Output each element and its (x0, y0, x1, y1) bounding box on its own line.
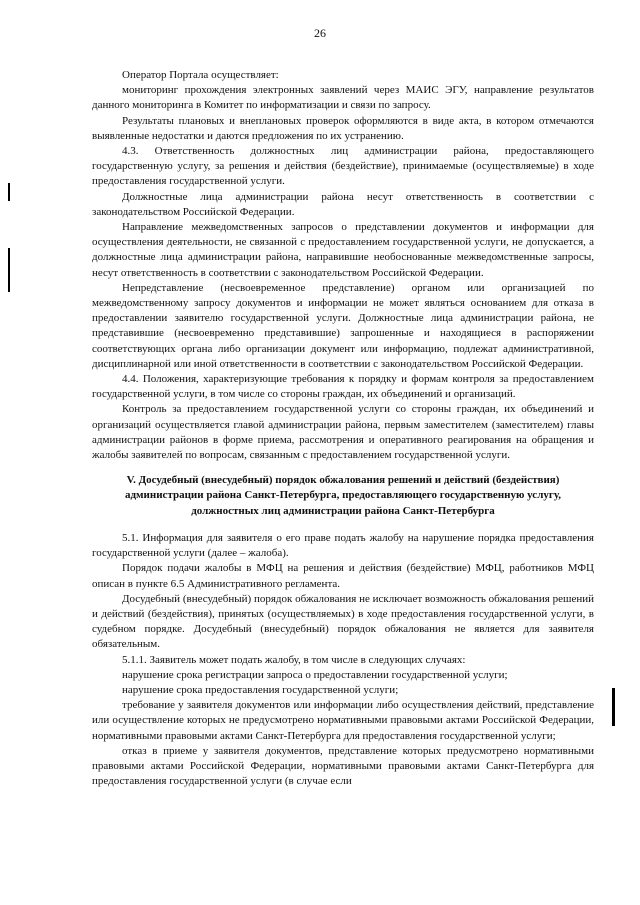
margin-mark-middle (8, 248, 10, 292)
paragraph: требование у заявителя документов или информации либо осуществления действий, представление или осуществление которых не предусмотрено нормативными правовыми актами Российской Федерации, нормативными правовыми актами Санкт-Петербурга для предоставления государственной услуги; (92, 699, 594, 742)
paragraph: мониторинг прохождения электронных заявлений через МАИС ЭГУ, направление результатов данного мониторинга в Комитет по информатизации и связи по запросу. (92, 84, 594, 112)
page-number: 26 (314, 26, 326, 40)
paragraph: Должностные лица администрации района несут ответственность в соответствии с законодательством Российской Федерации. (92, 190, 594, 218)
section-5-text (92, 531, 594, 789)
paragraph: нарушение срока предоставления государственной услуги; (122, 683, 399, 696)
paragraph: Оператор Портала осуществляет: (122, 69, 279, 81)
margin-mark-bottom (612, 688, 615, 726)
paragraph: нарушение срока регистрации запроса о предоставлении государственной услуги; (122, 668, 508, 681)
section-4-text (92, 68, 594, 463)
paragraph: Непредставление (несвоевременное представление) органом или организацией по межведомственному запросу документов и информации не может являться основанием для отказа в предоставлении заявителю государственной услуги. Должностные лица администрации района, не представившие (несвоевременно представившие) запрошенные и находящиеся в распоряжении соответствующих органа либо организации документ или информацию, подлежат административной, дисциплинарной или иной ответственности в соответствии с законодательством Российской Федерации. (92, 281, 594, 370)
document-body (92, 68, 594, 789)
paragraph: Порядок подачи жалобы в МФЦ на решения и действия (бездействие) МФЦ, работников МФЦ описан в пункте 6.5 Административного регламента. (92, 562, 594, 590)
section-v-heading: V. Досудебный (внесудебный) порядок обжалования решений и действий (бездействия) администрации района Санкт-Петербурга, предоставляющего государственную услугу, должностных лиц администрации района Санкт-Петербурга (124, 474, 562, 517)
margin-mark-top (8, 183, 10, 201)
paragraph: Досудебный (внесудебный) порядок обжалования не исключает возможность обжалования решений и действий (бездействия), принятых (осуществляемых) в ходе предоставления государственной услуги, в судебном порядке. Досудебный (внесудебный) порядок обжалования не является для заявителя обязательным. (92, 592, 594, 651)
paragraph: Контроль за предоставлением государственной услуги со стороны граждан, их объединений и организаций осуществляется главой администрации района, первым заместителем (заместителем) главы администрации районов в форме приема, рассмотрения и оперативного реагирования на обращения и жалобы заявителей по вопросам, связанным с предоставлением государственной услуги. (92, 403, 594, 462)
paragraph: 4.3. Ответственность должностных лиц администрации района, предоставляющего государственную услугу, за решения и действия (бездействие), принимаемые (осуществляемые) в ходе предоставления государственной услуги. (92, 145, 594, 188)
paragraph: 4.4. Положения, характеризующие требования к порядку и формам контроля за предоставлением государственной услуги, в том числе со стороны граждан, их объединений и организаций. (92, 373, 594, 401)
paragraph: Направление межведомственных запросов о представлении документов и информации для осуществления деятельности, не связанной с предоставлением государственной услуги, не допускается, а должностные лица администрации района, направившие необоснованные межведомственные запросы, несут ответственность в соответствии с законодательством Российской Федерации. (92, 221, 594, 279)
paragraph: 5.1. Информация для заявителя о его праве подать жалобу на нарушение порядка предоставления государственной услуги (далее – жалоба). (92, 531, 594, 560)
paragraph: отказ в приеме у заявителя документов, представление которых предусмотрено нормативными правовыми актами Российской Федерации, нормативными правовыми актами Санкт-Петербурга для предоставления государственной услуги (в случае если (92, 744, 594, 788)
paragraph: 5.1.1. Заявитель может подать жалобу, в том числе в следующих случаях: (122, 653, 466, 666)
paragraph: Результаты плановых и внеплановых проверок оформляются в виде акта, в котором отмечаются выявленные недостатки и даются предложения по их устранению. (92, 114, 594, 142)
